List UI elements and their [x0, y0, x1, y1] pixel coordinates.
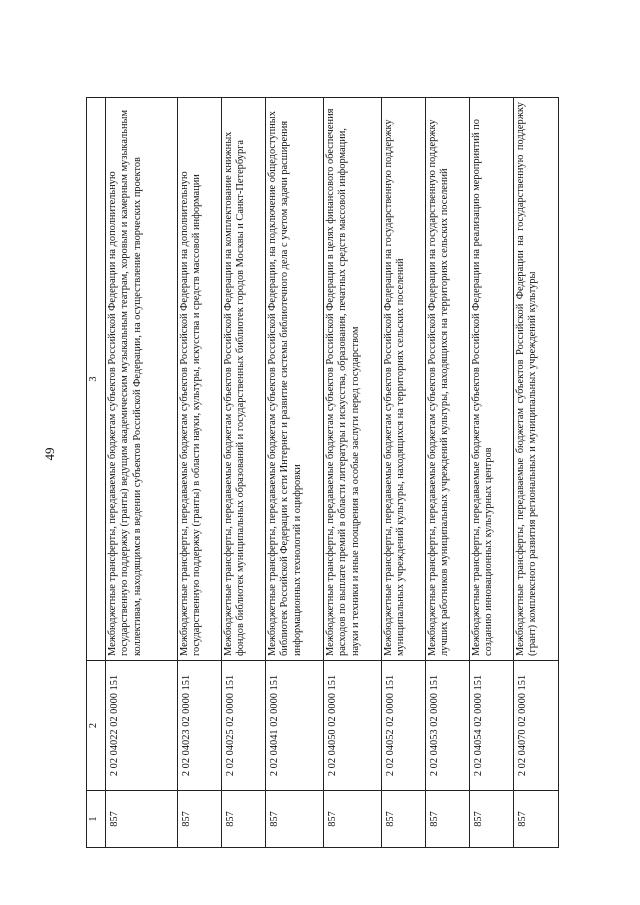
table-row	[426, 98, 470, 848]
admin-code-cell: 857	[266, 791, 324, 848]
budget-code-cell: 2 02 04023 02 0000 151	[178, 661, 222, 791]
description-cell: Межбюджетные трансферты, передаваемые бюджетам субъектов Российской Федерации на дополнительную государственную поддержку (гранты) ведущим академическим музыкальным театрам, хоровым и камерным музыкальным коллективам, находящимся в ведении субъектов Российской Федерации, на осуществление творческих проектов	[106, 98, 178, 661]
table-row	[222, 98, 266, 848]
budget-code-cell: 2 02 04041 02 0000 151	[266, 661, 324, 791]
budget-codes-table	[86, 97, 559, 848]
budget-code-cell: 2 02 04050 02 0000 151	[324, 661, 382, 791]
budget-code-cell: 2 02 04054 02 0000 151	[470, 661, 514, 791]
column-header-1: 1	[87, 791, 106, 848]
budget-code-cell: 2 02 04052 02 0000 151	[382, 661, 426, 791]
admin-code-cell: 857	[324, 791, 382, 848]
description-cell: Межбюджетные трансферты, передаваемые бюджетам субъектов Российской Федерации на комплектование книжных фондов библиотек муниципальных образований и государственных библиотек городов Москвы и Санкт-Петербурга	[222, 98, 266, 661]
admin-code-cell: 857	[426, 791, 470, 848]
table-row	[324, 98, 382, 848]
description-cell: Межбюджетные трансферты, передаваемые бюджетам субъектов Российской Федерации на дополнительную государственную поддержку (гранты) в области науки, культуры, искусства и средств массовой информации	[178, 98, 222, 661]
table-row	[178, 98, 222, 848]
admin-code-cell: 857	[106, 791, 178, 848]
column-header-3: 3	[87, 98, 106, 661]
description-cell: Межбюджетные трансферты, передаваемые бюджетам субъектов Российской Федерации в целях финансового обеспечения расходов по выплате премий в области литературы и искусства, образования, печатных средств массовой информации, науки и техники и иные поощрения за особые заслуги перед государством	[324, 98, 382, 661]
budget-code-cell: 2 02 04022 02 0000 151	[106, 661, 178, 791]
admin-code-cell: 857	[382, 791, 426, 848]
admin-code-cell: 857	[222, 791, 266, 848]
table-row	[470, 98, 514, 848]
budget-code-cell: 2 02 04070 02 0000 151	[514, 661, 559, 791]
budget-code-cell: 2 02 04025 02 0000 151	[222, 661, 266, 791]
description-cell: Межбюджетные трансферты, передаваемые бюджетам субъектов Российской Федерации, на подключение общедоступных библиотек Российской Федерации к сети Интернет и развитие системы библиотечного дела с учетом задачи расширения информационных технологий и оцифровки	[266, 98, 324, 661]
table-row	[382, 98, 426, 848]
admin-code-cell: 857	[470, 791, 514, 848]
table-row	[514, 98, 559, 848]
table-row	[266, 98, 324, 848]
description-cell: Межбюджетные трансферты, передаваемые бюджетам субъектов Российской Федерации на государственную поддержку (грант) комплексного развития региональных и муниципальных учреждений культуры	[514, 98, 559, 661]
table-header-row	[87, 98, 106, 848]
description-cell: Межбюджетные трансферты, передаваемые бюджетам субъектов Российской Федерации на государственную поддержку лучших работников муниципальных учреждений культуры, находящихся на территориях сельских поселений	[426, 98, 470, 661]
description-cell: Межбюджетные трансферты, передаваемые бюджетам субъектов Российской Федерации на государственную поддержку муниципальных учреждений культуры, находящихся на территориях сельских поселений	[382, 98, 426, 661]
page-number: 49	[42, 447, 57, 461]
column-header-2: 2	[87, 661, 106, 791]
table-row	[106, 98, 178, 848]
admin-code-cell: 857	[178, 791, 222, 848]
description-cell: Межбюджетные трансферты, передаваемые бюджетам субъектов Российской Федерации на реализацию мероприятий по созданию инновационных культурных центров	[470, 98, 514, 661]
admin-code-cell: 857	[514, 791, 559, 848]
budget-code-cell: 2 02 04053 02 0000 151	[426, 661, 470, 791]
